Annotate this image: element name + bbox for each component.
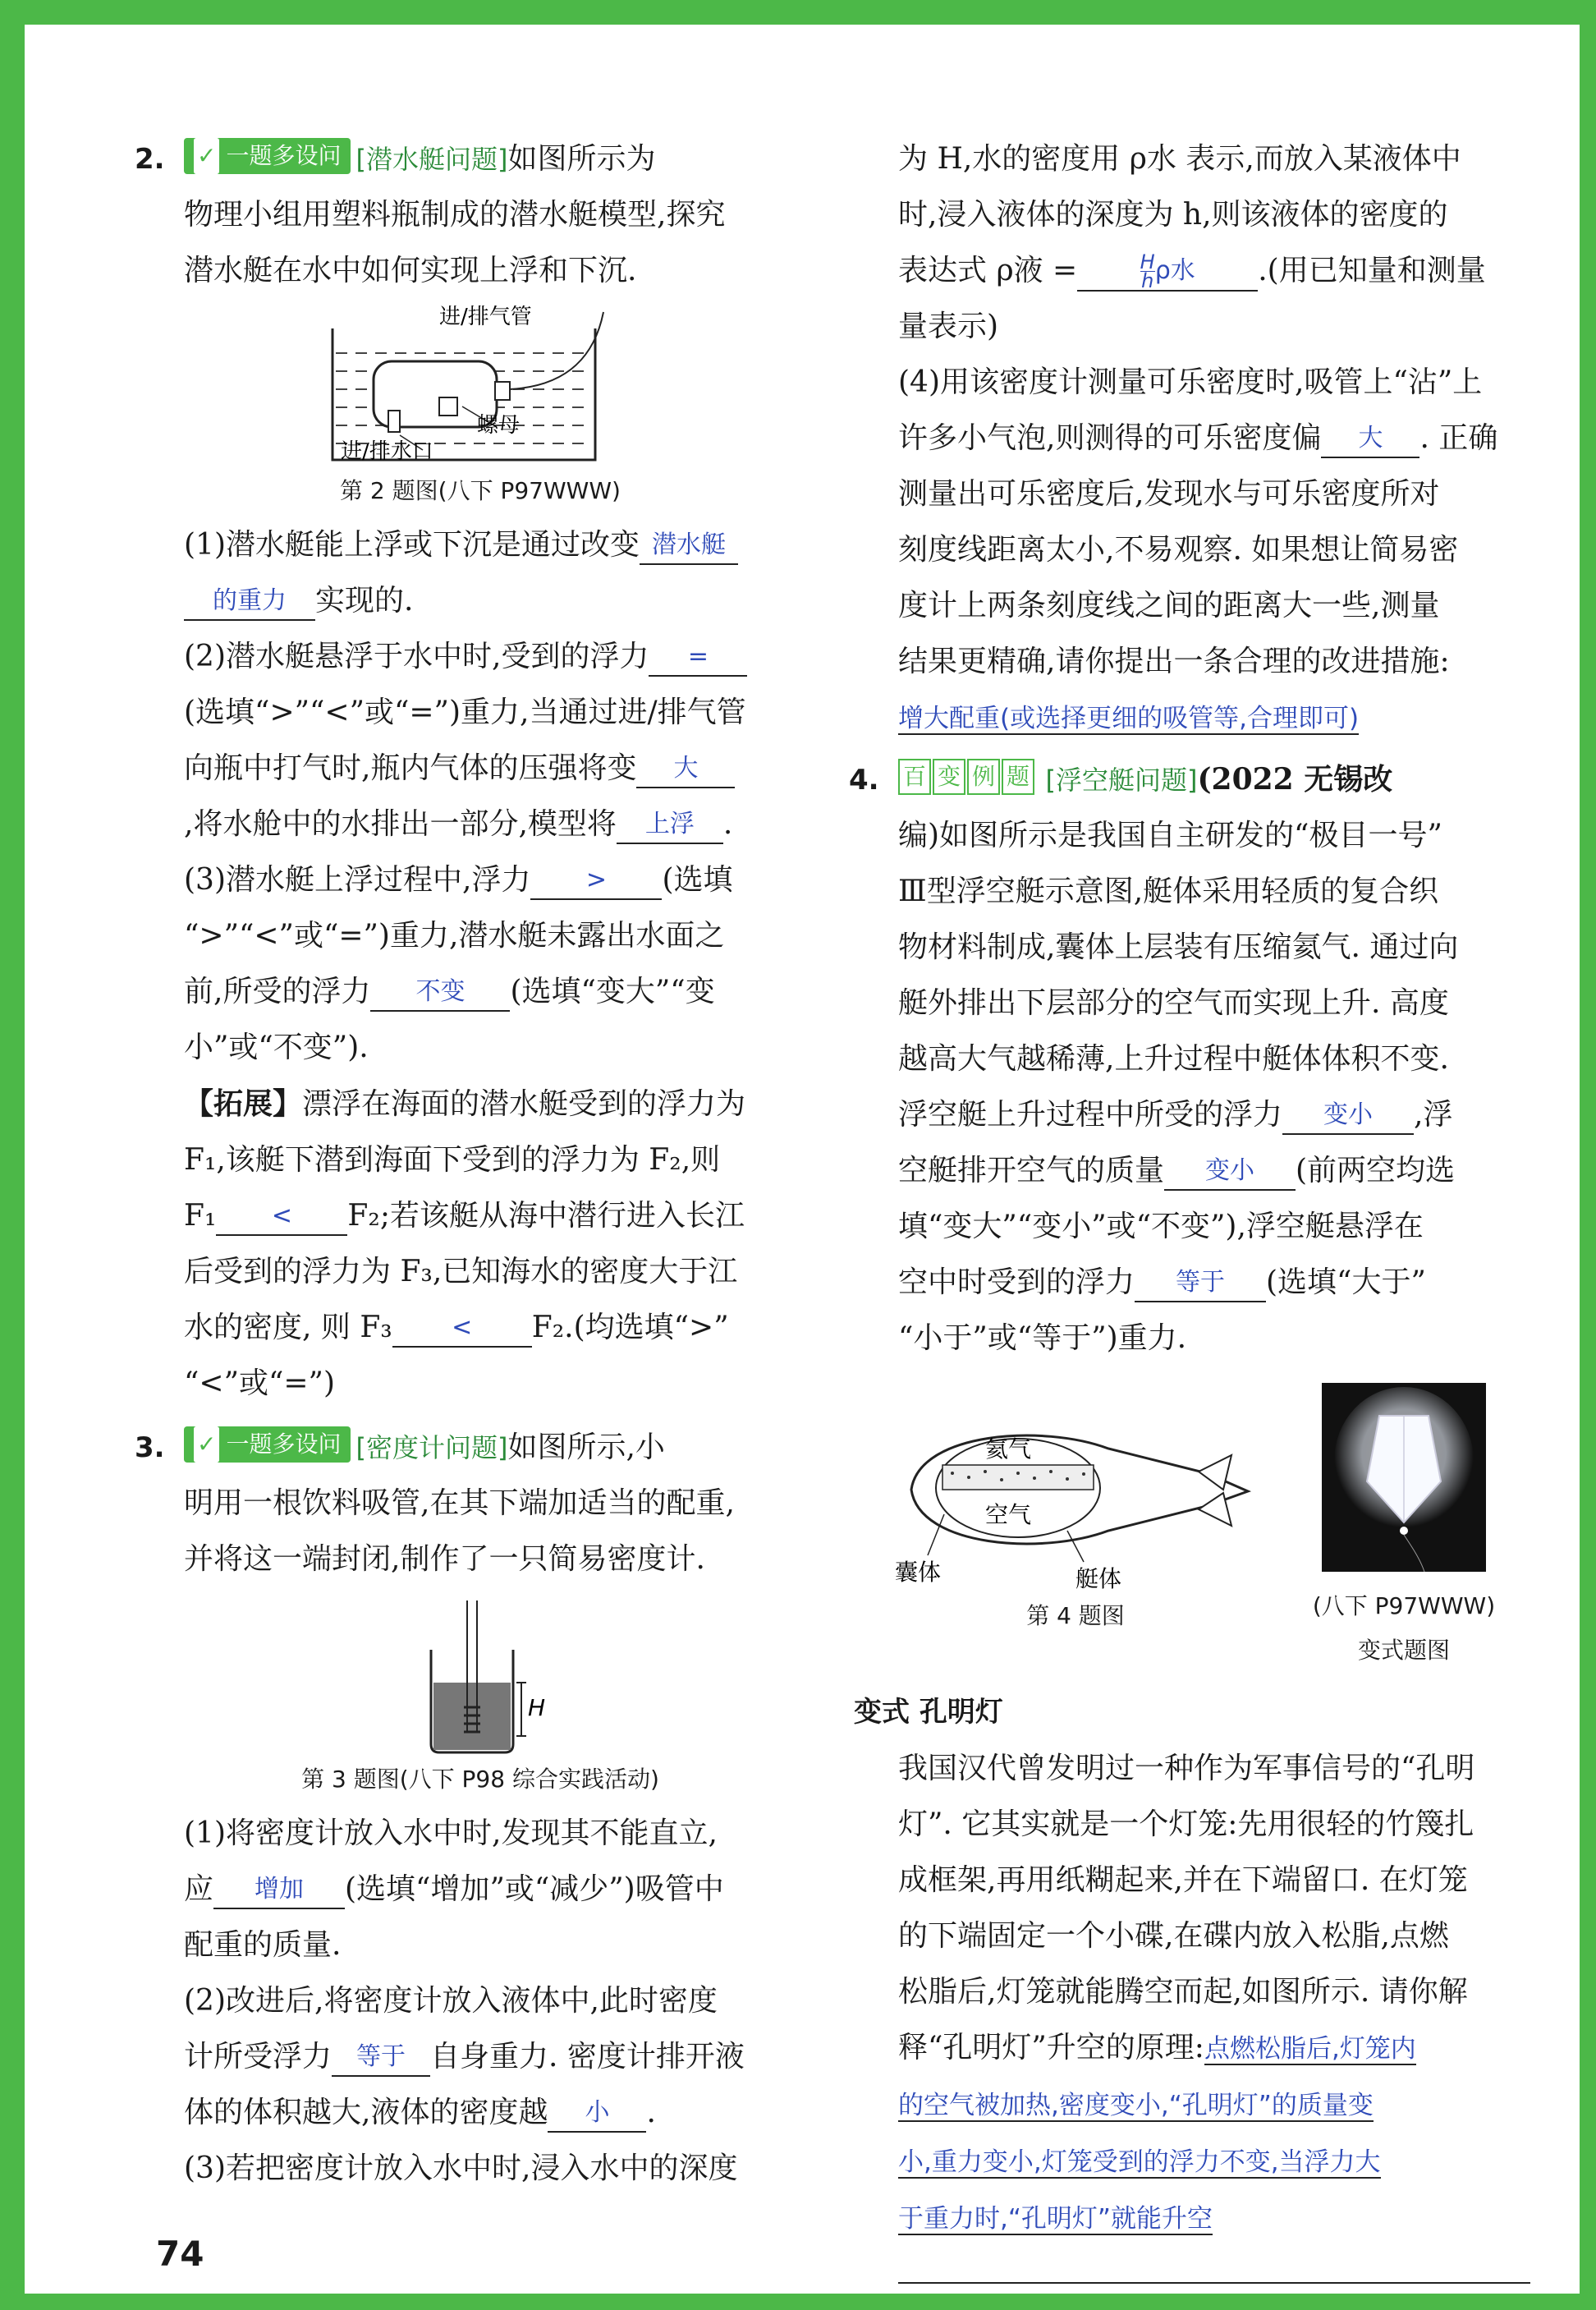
- figure-label-bag: 囊体: [895, 1559, 942, 1586]
- figure-caption: 第 4 题图: [1026, 1602, 1125, 1629]
- question-type-badge: 百: [898, 759, 931, 795]
- answer-blank: 于重力时,“孔明灯”就能升空: [898, 2204, 1213, 2234]
- answer-blank: >: [530, 862, 662, 900]
- q4-figures: [854, 1383, 1543, 1679]
- question-type-badge: ✓ 一题多设问: [184, 1426, 351, 1463]
- question-number: 2.: [135, 143, 165, 176]
- answer-blank: 增加: [213, 1871, 345, 1909]
- figure-label-nut: 螺母: [477, 413, 521, 438]
- answer-blank: 大: [1321, 420, 1419, 458]
- photo-caption: 变式题图: [1357, 1637, 1450, 1664]
- answer-blank: 点燃松脂后,灯笼内: [1204, 2034, 1416, 2064]
- question-stem: 物理小组用塑料瓶制成的潜水艇模型,探究: [184, 198, 726, 232]
- check-icon: ✓: [194, 1426, 219, 1463]
- variant-title: 变式 孔明灯: [854, 1696, 1003, 1729]
- question-stem: 潜水艇在水中如何实现上浮和下沉.: [184, 254, 637, 287]
- figure-label-helium: 氦气: [985, 1435, 1032, 1463]
- airship-figure: [895, 1416, 1256, 1596]
- answer-blank: 上浮: [617, 806, 723, 844]
- answer-blank: 大: [636, 751, 735, 788]
- answer-blank: 潜水艇: [640, 527, 738, 565]
- page: [25, 25, 1580, 2294]
- answer-blank: 小: [548, 2095, 646, 2133]
- answer-blank: 等于: [332, 2039, 430, 2077]
- figure-label-hull: 艇体: [1075, 1565, 1122, 1592]
- left-column: [135, 131, 821, 2197]
- question-topic-tag: [密度计问题]: [355, 1432, 508, 1463]
- submarine-model-figure: [324, 304, 636, 468]
- answer-blank: 的重力: [184, 583, 315, 621]
- photo-caption: (八下 P97WWW): [1312, 1592, 1496, 1619]
- answer-blank: 不变: [370, 974, 510, 1012]
- figure-label-vent-pipe: 进/排气管: [439, 305, 532, 329]
- answer-blank: 等于: [1135, 1265, 1266, 1302]
- extension-label: 【拓展】: [184, 1086, 303, 1121]
- answer-blank: <: [392, 1310, 532, 1348]
- answer-blank: 小,重力变小,灯笼受到的浮力不变,当浮力大: [898, 2147, 1381, 2177]
- answer-blank: 变小: [1282, 1097, 1414, 1135]
- figure-label-inlet: 进/排水口: [341, 439, 433, 464]
- right-column: 为 H,水的密度用 ρ水 表示,而放入某液体中 时,浸入液体的深度为 h,则该液体的密度的 表达式 ρ液 = $\frac{H}{h}$ ρ水 .(用已知量和测量 量表示) (4)用该密度计测量可乐密度时,吸管上“沾”上 许多小气泡,则测得的可乐密度偏 大 . 正确 测量出可乐密度后,发现水与可乐密度所对 刻度线距离太小,不易观察. 如果想让简易密 度计上两条刻度线之间的距离大一些,测量 结果更精确,请你提出一条合理的改进措施: 增大配重(或选择更细的吸管等,合理即可) 4. 百 变 例 题 [浮空艇问题](2022 无锡改 编)如图所示是我国自主研发的“极目一号” Ⅲ型浮空艇示意图,艇体采用轻质的复合织 物材料制成,囊体上层装有压缩氦气. 通过向 艇外排出下层部分的空气而实现上升. 高度 越高大气越稀薄,上升过程中艇体体积不变. 浮空艇上升过程中所受的浮力 变小 ,浮 空艇排开空气的质量 变小 (前两空均选 填“变大”“变小”或“不变”),浮空艇悬浮在 空中时受到的浮力 等于 (选填“大于” “小于”或“等于”)重力. 氦气 空气 囊体 艇体 第 4 题图 (八下 P97WWW) 变式题图: [854, 131, 1543, 1679]
- figure-label-air: 空气: [985, 1501, 1032, 1528]
- figure-label-h: H: [528, 1694, 546, 1721]
- answer-blank: <: [216, 1198, 347, 1236]
- check-icon: ✓: [194, 138, 219, 174]
- kongming-lantern-photo: [1322, 1383, 1486, 1572]
- answer-blank: 的空气被加热,密度变小,“孔明灯”的质量变: [898, 2091, 1374, 2120]
- question-4: 4. 百 变 例 题 [浮空艇问题](2022 无锡改 编)如图所示是我国自主研发的“极目一号” Ⅲ型浮空艇示意图,艇体采用轻质的复合织 物材料制成,囊体上层装有压缩氦气. 通过向 艇外排出下层部分的空气而实现上升. 高度 越高大气越稀薄,上升过程中艇体体积不变. 浮空艇上升过程中所受的浮力 变小 ,浮 空艇排开空气的质量 变小 (前两空均选 填“变大”“变小”或“不变”),浮空艇悬浮在 空中时受到的浮力 等于 (选填“大于” “小于”或“等于”)重力. 氦气 空气 囊体 艇体 第 4 题图 (八下 P97WWW) 变式题图: [854, 751, 1543, 1679]
- question-number: 3.: [135, 1431, 165, 1464]
- empty-answer-line: [898, 2249, 1530, 2284]
- answer-blank-formula: $\frac{H}{h}$ ρ水: [1077, 253, 1258, 292]
- question-topic-tag: [潜水艇问题]: [355, 144, 508, 175]
- question-topic-tag: [浮空艇问题]: [1045, 765, 1198, 796]
- answer-blank: 变小: [1164, 1153, 1296, 1191]
- question-type-badge: ✓ 一题多设问: [184, 138, 351, 174]
- figure-caption: 第 3 题图(八下 P98 综合实践活动): [301, 1766, 659, 1793]
- page-number: 74: [156, 2234, 204, 2274]
- question-number: 4.: [849, 764, 879, 797]
- question-3: 3. ✓ 一题多设问 [密度计问题]如图所示,小 明用一根饮料吸管,在其下端加适当的配重, 并将这一端封闭,制作了一只简易密度计. H 第 3 题图(八下 P98 综合实践活动) (1)将密度计放入水中时,发现其不能直立, 应 增加 (选填“增加”或“减少”)吸管中 配重的质量. (2)改进后,将密度计放入液体中,此时密度 计所受浮力 等于 自身重力. 密度计排开液 体的体积越大,液体的密度越 小 . (3)若把密度计放入水中时,浸入水中的深度: [140, 1420, 821, 2197]
- density-meter-figure: [398, 1592, 562, 1757]
- answer-blank: 增大配重(或选择更细的吸管等,合理即可): [898, 704, 1360, 733]
- figure-caption: 第 2 题图(八下 P97WWW): [340, 477, 621, 504]
- variant-problem: 变式 孔明灯 我国汉代曾发明过一种作为军事信号的“孔明 灯”. 它其实就是一个灯笼:先用很轻的竹篾扎 成框架,再用纸糊起来,并在下端留口. 在灯笼 的下端固定一个小碟,在碟内放入松脂,点燃 松脂后,灯笼就能腾空而起,如图所示. 请你解 释“孔明灯”升空的原理:点燃松脂后,灯笼内 的空气被加热,密度变小,“孔明灯”的质量变 小,重力变小,灯笼受到的浮力不变,当浮力大 于重力时,“孔明灯”就能升空: [854, 1683, 1543, 2303]
- answer-blank: =: [649, 639, 747, 677]
- question-2: 2. ✓ 一题多设问 [潜水艇问题]如图所示为 物理小组用塑料瓶制成的潜水艇模型,探究 潜水艇在水中如何实现上浮和下沉. 进/排气管 螺母 进/排水口 第 2 题图(八下 P97WWW) (1)潜水艇能上浮或下沉是通过改变 潜水艇 的重力 实现的. (2)潜水艇悬浮于水中时,受到的浮力 = (选填“>”“<”或“=”)重力,当通过进/排气管 向瓶中打气时,瓶内气体的压强将变 大 ,将水舱中的水排出一部分,模型将 上浮 . (3)潜水艇上浮过程中,浮力 > (选填 “>”“<”或“=”)重力,潜水艇未露出水面之 前,所受的浮力 不变 (选填“变大”“变 小”或“不变”). 【拓展】漂浮在海面的潜水艇受到的浮力为 F₁,该艇下潜到海面下受到的浮力为 F₂,则 F₁ < F₂;若该艇从海中潜行进入长江 后受到的浮力为 F₃,已知海水的密度大于江 水的密度, 则 F₃ < F₂.(均选填“>” “<”或“=”): [140, 131, 821, 1412]
